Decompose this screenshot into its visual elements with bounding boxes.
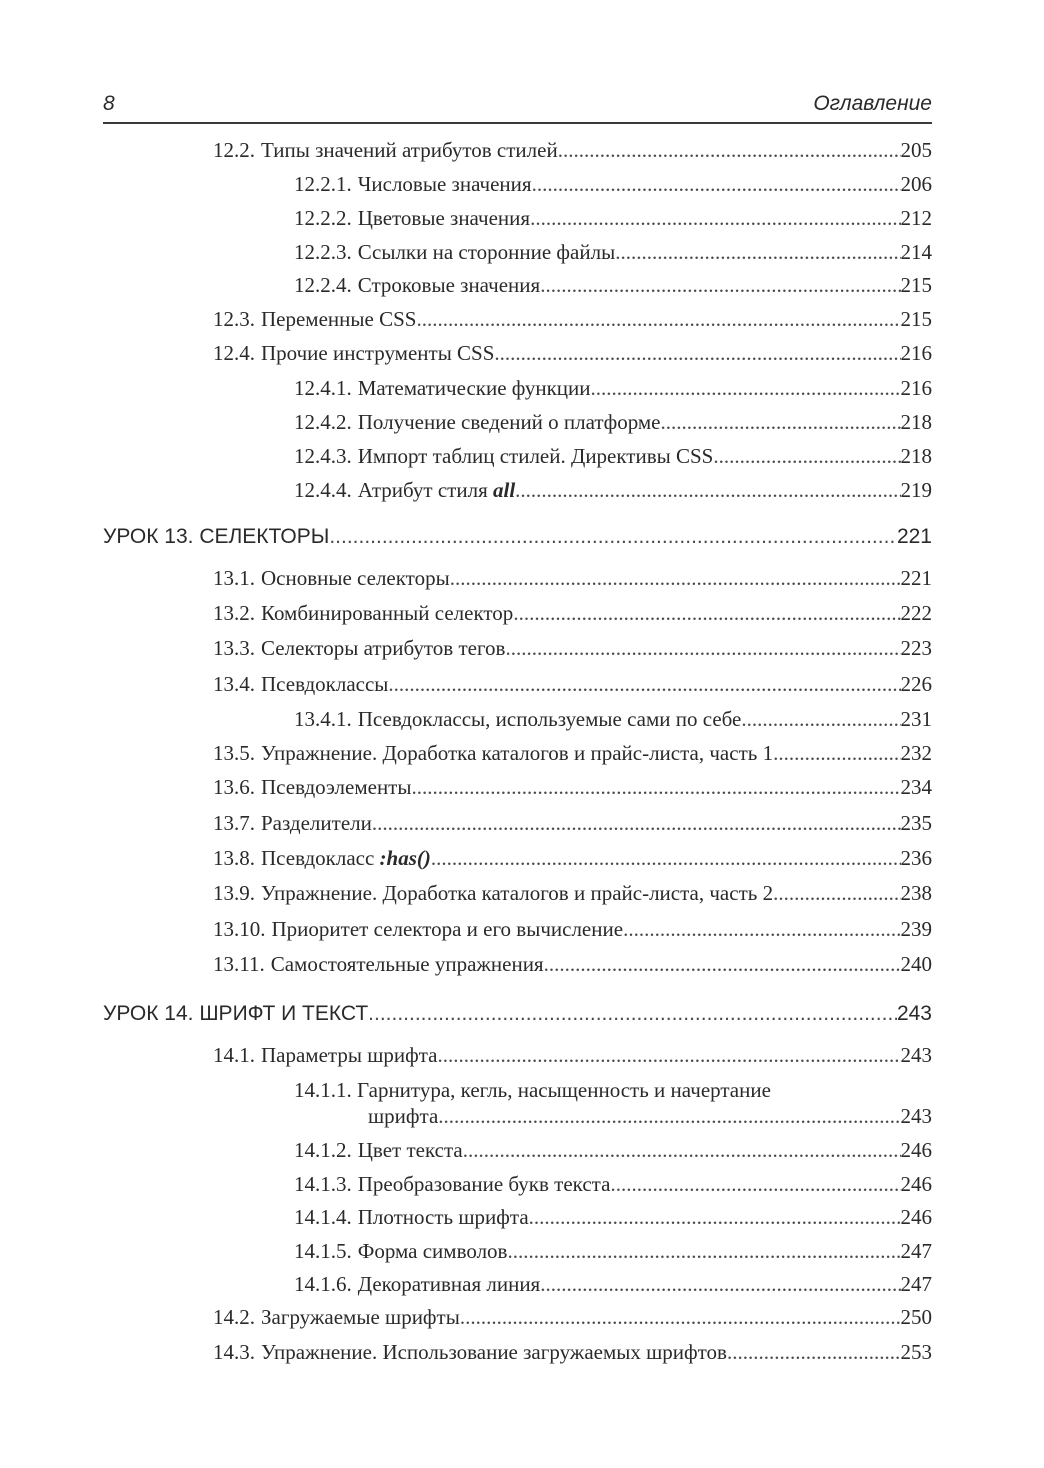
toc-entry[interactable] <box>213 669 932 699</box>
toc-entry-page: 247 <box>900 1239 932 1263</box>
toc-entry-title: Цвет текста <box>357 1138 463 1162</box>
toc-entry-number: 12.2.1. <box>294 172 352 196</box>
toc-lesson-page: 221 <box>896 525 932 548</box>
toc-entry-title: Приоритет селектора и его вычисление <box>271 917 624 941</box>
dot-leader <box>623 914 900 944</box>
toc-entry-page: 235 <box>900 811 932 835</box>
toc-entry-page: 218 <box>900 444 932 468</box>
toc-entry-number: 13.3. <box>213 636 255 660</box>
toc-entry-number: 13.9. <box>213 881 255 905</box>
toc-entry-page: 223 <box>900 636 932 660</box>
toc-entry-page: 231 <box>900 707 932 731</box>
toc-entry[interactable] <box>213 598 932 628</box>
toc-lesson-title: УРОК 13. СЕЛЕКТОРЫ <box>103 525 330 548</box>
page-number: 8 <box>103 92 115 115</box>
dot-leader <box>507 1236 900 1266</box>
toc-entry-title: Псевдоэлементы <box>261 775 412 799</box>
toc-entry[interactable] <box>213 772 932 802</box>
toc-entry-page: 238 <box>900 881 932 905</box>
toc-entry-title: Упражнение. Доработка каталогов и прайс-листа, часть 1 <box>261 741 774 765</box>
toc-entry-page: 206 <box>900 172 932 196</box>
toc-lesson-page: 243 <box>896 1002 932 1025</box>
dot-leader <box>450 563 901 593</box>
toc-entry-number: 12.4. <box>213 341 255 365</box>
toc-entry-title: Упражнение. Использование загружаемых шрифтов <box>261 1340 727 1364</box>
toc-lesson-title: УРОК 14. ШРИФТ И ТЕКСТ <box>103 1002 369 1025</box>
toc-entry-page: 215 <box>900 307 932 331</box>
toc-entry-number: 12.2. <box>213 138 255 162</box>
toc-entry-number: 14.1.3. <box>294 1172 352 1196</box>
dot-leader <box>438 1101 900 1131</box>
toc-entry-title: Преобразование букв текста <box>357 1172 611 1196</box>
toc-entry[interactable] <box>213 633 932 663</box>
toc-entry-page: 215 <box>900 273 932 297</box>
toc-entry[interactable] <box>294 203 932 233</box>
toc-entry-number: 13.6. <box>213 775 255 799</box>
toc-entry[interactable] <box>213 338 932 368</box>
toc-entry-number: 13.10. <box>213 917 266 941</box>
dot-leader <box>615 237 900 267</box>
toc-entry[interactable] <box>294 704 932 734</box>
toc-entry-continuation[interactable] <box>368 1101 932 1131</box>
toc-entry-title: Форма символов <box>357 1239 508 1263</box>
toc-entry-page: 240 <box>900 952 932 976</box>
toc-entry-number: 12.4.3. <box>294 444 352 468</box>
dot-leader <box>713 441 900 471</box>
toc-entry-number: 14.1.5. <box>294 1239 352 1263</box>
dot-leader <box>773 738 900 768</box>
toc-entry[interactable] <box>213 878 932 908</box>
toc-entry[interactable] <box>213 135 932 165</box>
toc-entry-number: 13.2. <box>213 601 255 625</box>
toc-entry-title: Псевдокласс <box>261 846 375 870</box>
toc-entry-page: 246 <box>900 1205 932 1229</box>
toc-entry-title: Математические функции <box>357 376 591 400</box>
toc-entry[interactable] <box>294 407 932 437</box>
dot-leader <box>505 633 900 663</box>
dot-leader <box>540 1269 900 1299</box>
toc-entry-page: 219 <box>900 478 932 502</box>
toc-entry-page: 212 <box>900 206 932 230</box>
toc-entry-code: :has() <box>379 846 431 870</box>
toc-entry-title: Цветовые значения <box>357 206 531 230</box>
toc-entry-title: Гарнитура, кегль, насыщенность и начертание <box>357 1078 771 1102</box>
toc-entry[interactable] <box>213 563 932 593</box>
dot-leader <box>460 1302 901 1332</box>
dot-leader <box>463 1135 901 1165</box>
toc-entry[interactable] <box>294 373 932 403</box>
toc-entry[interactable] <box>213 914 932 944</box>
toc-entry-number: 12.4.4. <box>294 478 352 502</box>
toc-entry-number: 14.1.4. <box>294 1205 352 1229</box>
toc-entry-number: 12.2.4. <box>294 273 352 297</box>
toc-entry-page: 221 <box>900 566 932 590</box>
dot-leader <box>544 949 901 979</box>
toc-entry[interactable] <box>213 843 932 873</box>
toc-entry[interactable] <box>294 237 932 267</box>
toc-entry-page: 246 <box>900 1172 932 1196</box>
toc-entry[interactable] <box>213 1302 932 1332</box>
dot-leader <box>558 135 901 165</box>
dot-leader <box>532 169 901 199</box>
toc-entry-number: 14.1.2. <box>294 1138 352 1162</box>
dot-leader <box>372 808 901 838</box>
toc-entry-page: 247 <box>900 1272 932 1296</box>
toc-entry-title: Самостоятельные упражнения <box>270 952 544 976</box>
toc-entry-page: 216 <box>900 341 932 365</box>
toc-entry[interactable] <box>213 304 932 334</box>
toc-lesson-heading[interactable] <box>103 522 932 552</box>
toc-entry-number: 14.3. <box>213 1340 255 1364</box>
toc-entry-number: 13.4.1. <box>294 707 352 731</box>
toc-entry[interactable] <box>294 475 932 505</box>
toc-entry-title: Строковые значения <box>357 273 541 297</box>
toc-entry-title: Импорт таблиц стилей. Директивы CSS <box>357 444 714 468</box>
toc-entry-page: 205 <box>900 138 932 162</box>
toc-entry[interactable] <box>213 949 932 979</box>
running-title: Оглавление <box>813 92 932 115</box>
toc-entry-page: 246 <box>900 1138 932 1162</box>
dot-leader <box>494 338 900 368</box>
toc-entry-title: Плотность шрифта <box>357 1205 529 1229</box>
toc-entry-title: Получение сведений о платформе <box>357 410 661 434</box>
dot-leader <box>661 407 901 437</box>
toc-entry-title: Параметры шрифта <box>261 1043 438 1067</box>
toc-entry-number: 14.1.1. <box>294 1078 352 1102</box>
toc-entry[interactable] <box>294 441 932 471</box>
toc-entry-number: 12.4.2. <box>294 410 352 434</box>
page-header <box>103 88 932 124</box>
toc-entry-number: 14.1. <box>213 1043 255 1067</box>
toc-entry-number: 13.5. <box>213 741 255 765</box>
toc-entry[interactable] <box>213 1337 932 1367</box>
toc-entry-number: 12.2.2. <box>294 206 352 230</box>
toc-entry-page: 222 <box>900 601 932 625</box>
dot-leader <box>610 1169 900 1199</box>
toc-lesson-heading[interactable] <box>103 999 932 1029</box>
toc-entry[interactable] <box>294 1135 932 1165</box>
toc-entry-title: Ссылки на сторонние файлы <box>357 240 616 264</box>
toc-entry-title: Декоративная линия <box>357 1272 541 1296</box>
dot-leader <box>437 1040 900 1070</box>
toc-entry-title: Псевдоклассы, используемые сами по себе <box>357 707 742 731</box>
toc-entry-title: Атрибут стиля <box>357 478 488 502</box>
toc-entry-number: 12.4.1. <box>294 376 352 400</box>
toc-entry-page: 234 <box>900 775 932 799</box>
toc-entry-number: 13.11. <box>213 952 265 976</box>
dot-leader <box>540 270 900 300</box>
dot-leader <box>513 598 900 628</box>
dot-leader <box>368 999 897 1029</box>
toc-entry-title: Типы значений атрибутов стилей <box>261 138 558 162</box>
dot-leader <box>416 304 900 334</box>
toc-entry-page: 253 <box>900 1340 932 1364</box>
toc-entry-code: all <box>492 478 516 502</box>
toc-entry[interactable] <box>213 1040 932 1070</box>
toc-entry-page: 250 <box>900 1305 932 1329</box>
toc-entry-title: Псевдоклассы <box>261 672 389 696</box>
toc-entry-title-continued: шрифта <box>368 1104 439 1128</box>
toc-entry[interactable] <box>213 808 932 838</box>
dot-leader <box>529 1202 901 1232</box>
toc-entry-page: 232 <box>900 741 932 765</box>
toc-entry-page: 226 <box>900 672 932 696</box>
toc-entry-title: Разделители <box>261 811 372 835</box>
toc-entry-title: Прочие инструменты CSS <box>261 341 495 365</box>
dot-leader <box>431 843 901 873</box>
toc-entry-title: Переменные CSS <box>261 307 417 331</box>
toc-entry-number: 13.8. <box>213 846 255 870</box>
toc-entry-number: 13.1. <box>213 566 255 590</box>
toc-entry-number: 14.1.6. <box>294 1272 352 1296</box>
toc-entry-page: 216 <box>900 376 932 400</box>
dot-leader <box>411 772 900 802</box>
toc-entry-title: Числовые значения <box>357 172 532 196</box>
toc-entry-number: 12.2.3. <box>294 240 352 264</box>
dot-leader <box>515 475 900 505</box>
toc-entry[interactable] <box>294 270 932 300</box>
toc-entry[interactable] <box>294 1236 932 1266</box>
toc-entry-number: 13.7. <box>213 811 255 835</box>
toc-entry-page: 236 <box>900 846 932 870</box>
toc-entry-page: 243 <box>900 1104 932 1128</box>
dot-leader <box>329 522 897 552</box>
toc-entry-page: 239 <box>900 917 932 941</box>
dot-leader <box>741 704 900 734</box>
toc-entry-title: Селекторы атрибутов тегов <box>261 636 506 660</box>
dot-leader <box>727 1337 901 1367</box>
toc-entry[interactable] <box>294 169 932 199</box>
dot-leader <box>591 373 901 403</box>
toc-entry-title: Загружаемые шрифты <box>261 1305 460 1329</box>
dot-leader <box>773 878 900 908</box>
dot-leader <box>530 203 900 233</box>
toc-entry-number: 13.4. <box>213 672 255 696</box>
toc-entry-title: Упражнение. Доработка каталогов и прайс-листа, часть 2 <box>261 881 774 905</box>
toc-entry[interactable] <box>294 1269 932 1299</box>
dot-leader <box>388 669 900 699</box>
toc-entry[interactable] <box>294 1169 932 1199</box>
toc-entry[interactable] <box>294 1202 932 1232</box>
toc-entry-title: Основные селекторы <box>261 566 450 590</box>
toc-entry-page: 218 <box>900 410 932 434</box>
toc-entry[interactable] <box>213 738 932 768</box>
toc-entry-number: 14.2. <box>213 1305 255 1329</box>
toc-entry-page: 214 <box>900 240 932 264</box>
toc-entry-page: 243 <box>900 1043 932 1067</box>
toc-entry-number: 12.3. <box>213 307 255 331</box>
toc-entry-title: Комбинированный селектор <box>261 601 514 625</box>
